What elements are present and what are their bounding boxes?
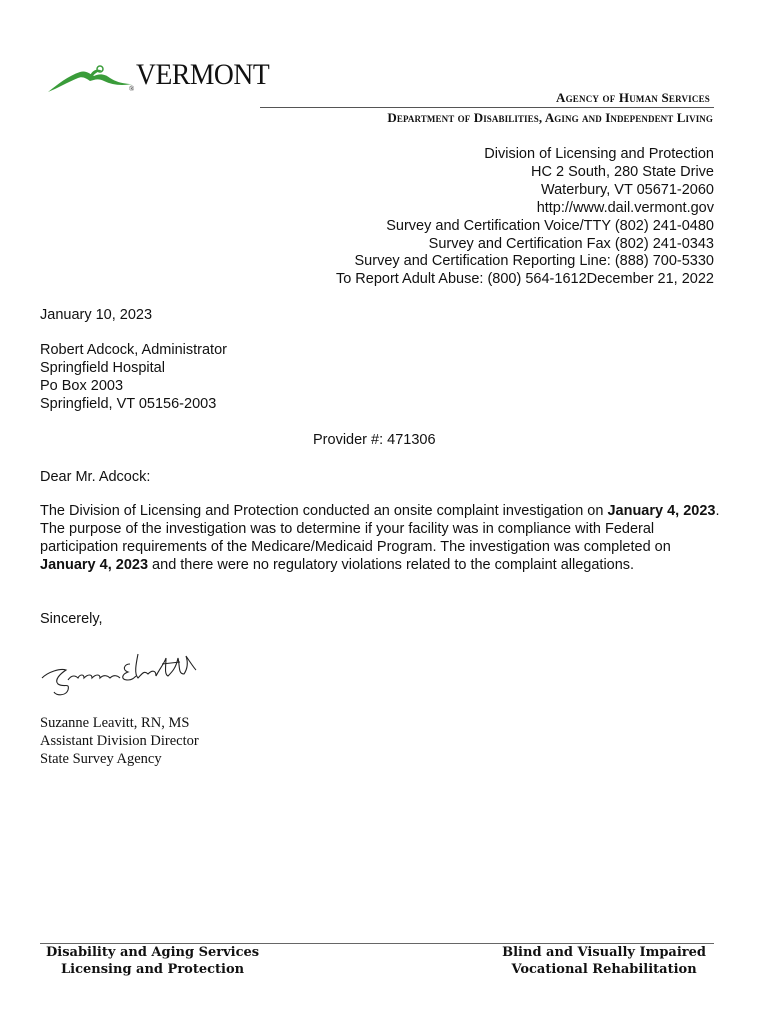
signer-agency: State Survey Agency [40,751,162,767]
letter-date: January 10, 2023 [40,307,153,323]
office-voice-phone: Survey and Certification Voice/TTY (802) 241-0480 [386,217,714,234]
registered-mark: ® [129,85,135,93]
signer-name: Suzanne Leavitt, RN, MS [40,715,190,731]
body-paragraph [40,503,720,575]
vermont-logo [46,58,286,98]
office-division: Division of Licensing and Protection [484,146,714,162]
office-city: Waterbury, VT 05671-2060 [540,181,714,198]
completion-date: January 4, 2023 [40,556,149,573]
office-street: HC 2 South, 280 State Drive [531,163,714,180]
body-text-3: and there were no regulatory violations related to the complaint allegations. [148,556,635,573]
salutation: Dear Mr. Adcock: [40,469,151,485]
footer-right-line-1: Blind and Visually Impaired [502,945,706,960]
office-address-block [336,146,714,289]
letter-body [40,503,720,575]
recipient-address [40,342,227,414]
body-text-1: The Division of Licensing and Protection conducted an onsite complaint investigation on [40,503,608,519]
footer-right [502,944,706,978]
footer-left-line-2: Licensing and Protection [61,962,245,977]
signer-title: Assistant Division Director [40,733,199,749]
vermont-mountain-icon [46,64,136,96]
closing: Sincerely, [40,611,103,627]
recipient-name: Robert Adcock, Administrator [40,342,227,358]
office-abuse-line: To Report Adult Abuse: (800) 564-1612December 21, 2022 [335,271,714,288]
footer-left-line-1: Disability and Aging Services [46,945,260,960]
recipient-city: Springfield, VT 05156-2003 [40,395,217,412]
letterhead-divider [260,107,714,108]
signer-block [40,714,199,768]
handwritten-signature [38,644,203,700]
office-reporting-line: Survey and Certification Reporting Line: (888) 700-5330 [354,253,714,270]
recipient-po-box: Po Box 2003 [40,377,124,394]
vermont-wordmark: VERMONT [136,58,270,91]
investigation-date: January 4, 2023 [607,503,716,519]
footer-left [46,944,259,978]
provider-number: Provider #: 471306 [313,432,436,448]
department-name: Department of Disabilities, Aging and Independent Living [387,110,713,125]
office-website: http://www.dail.vermont.gov [536,199,714,216]
agency-name: Agency of Human Services [556,90,710,105]
footer-right-line-2: Vocational Rehabilitation [511,962,697,977]
body-text-2: . The purpose of the investigation was to determine if your facility was in compliance with Federal participation requirements of the Medicare/Medicaid Program. The investigation was completed on [40,503,720,555]
recipient-organization: Springfield Hospital [40,359,165,376]
office-fax: Survey and Certification Fax (802) 241-0343 [428,235,714,252]
